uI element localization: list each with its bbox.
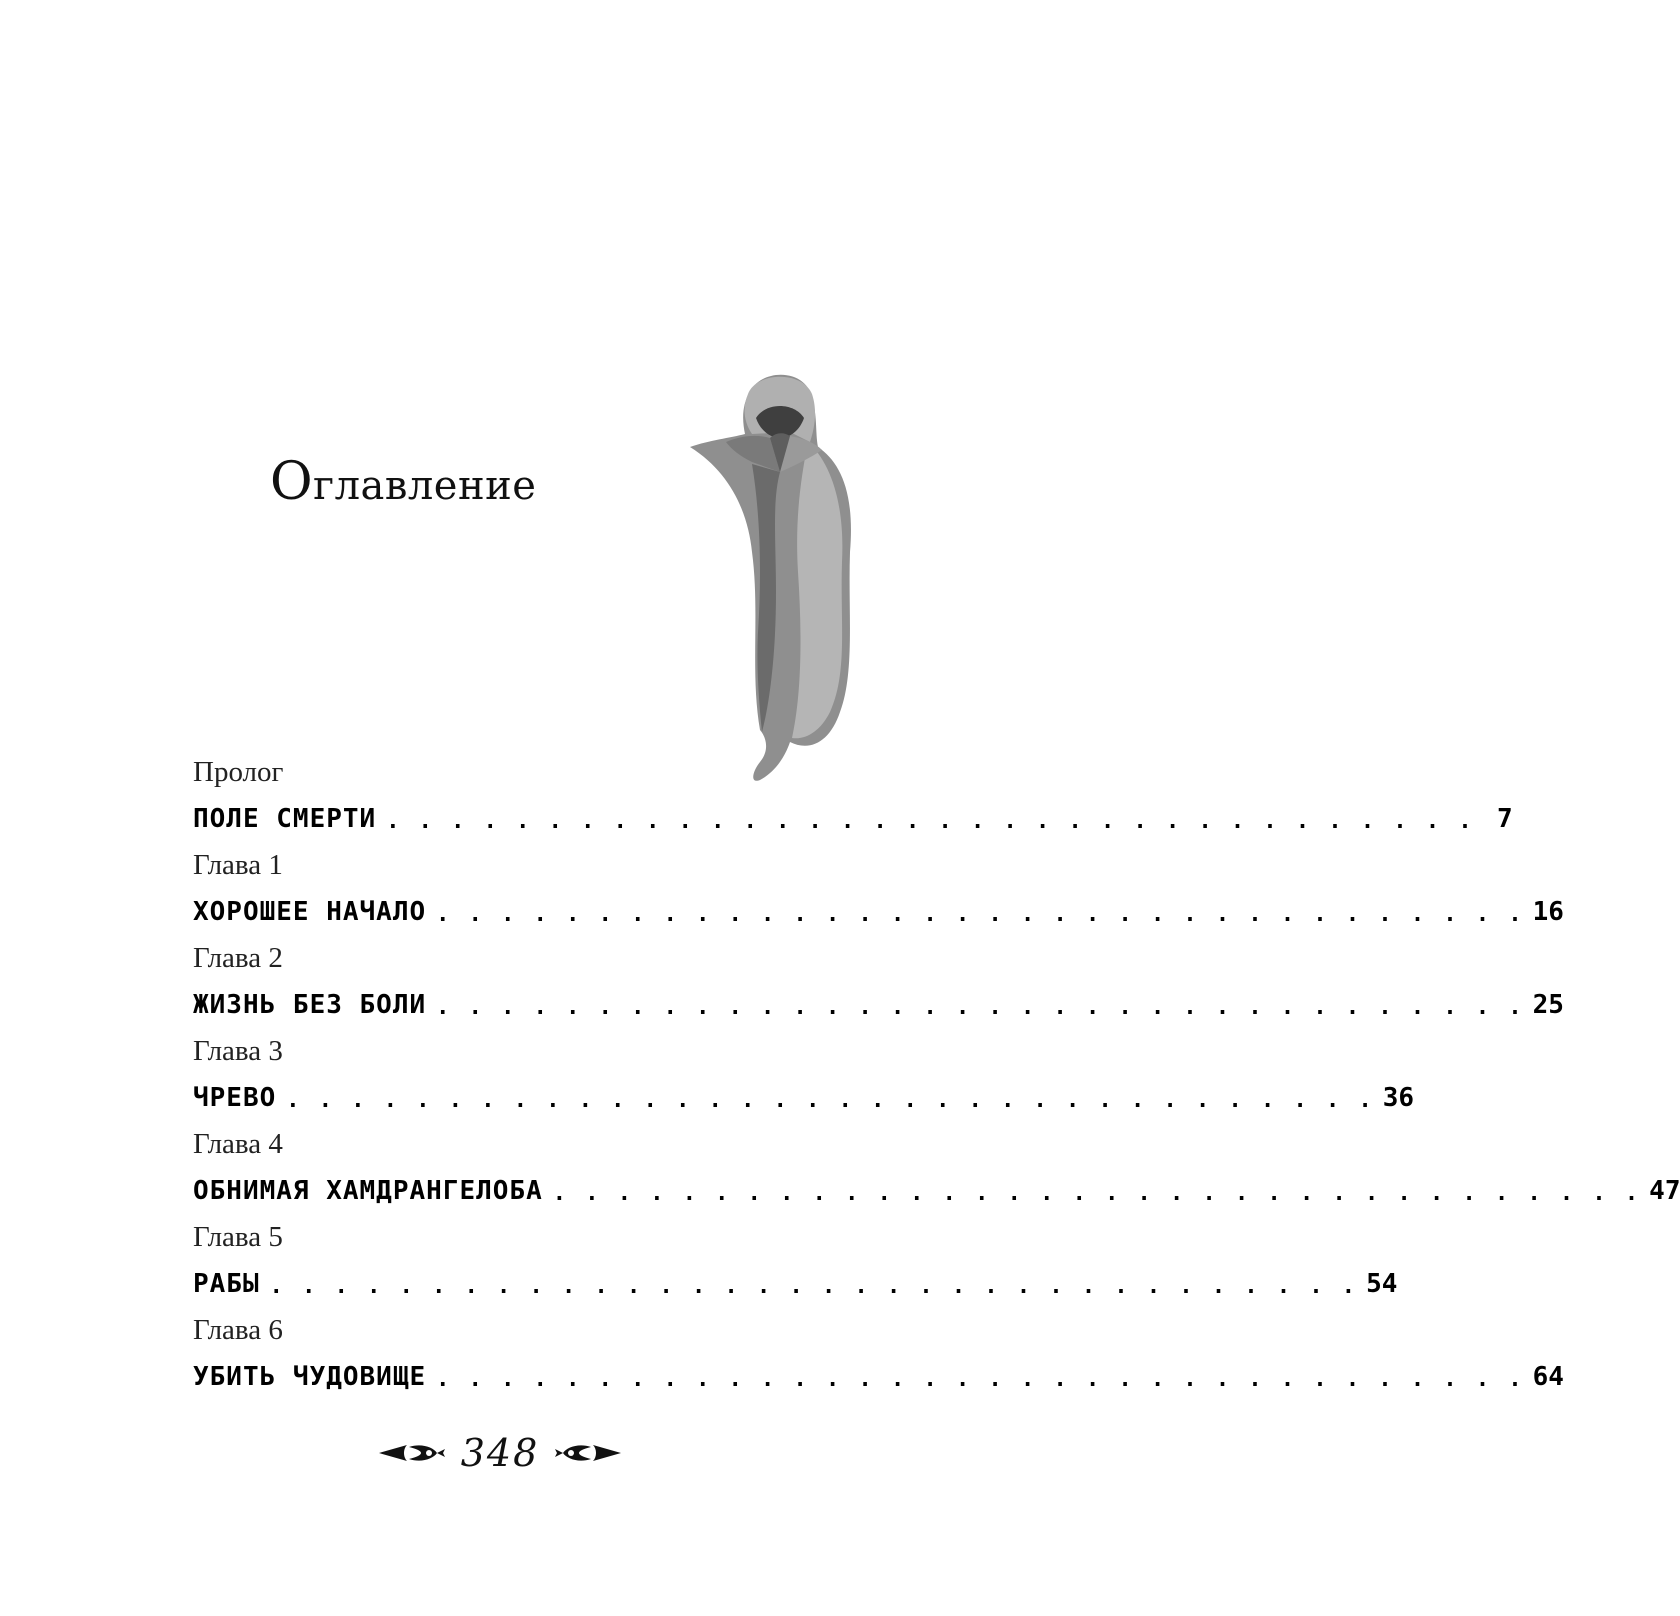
toc-entry[interactable] (193, 756, 1513, 849)
chapter-label: Пролог (193, 756, 284, 788)
toc-entry[interactable] (193, 1128, 1680, 1221)
page-number: 54 (1366, 1269, 1398, 1299)
title-initial: О (270, 452, 314, 512)
toc-entry[interactable] (193, 942, 1564, 1035)
page-number: 36 (1382, 1083, 1415, 1113)
dot-leader: . . . . . . . . . . . . . . . . . . . . . . . . . . . . . . . . . . (269, 1274, 1359, 1299)
page-number: 7 (1496, 804, 1513, 834)
page-number: 47 (1649, 1176, 1680, 1206)
chapter-label: Глава 4 (193, 1128, 283, 1160)
page-number: 64 (1532, 1362, 1564, 1392)
chapter-heading: ХОРОШЕЕ НАЧАЛО (193, 897, 427, 927)
chapter-label: Глава 6 (193, 1314, 283, 1346)
dot-leader: . . . . . . . . . . . . . . . . . . . . . . . . . . . . . . . . . . (436, 1367, 1525, 1392)
chapter-label: Глава 1 (193, 849, 283, 881)
page-number: 16 (1532, 897, 1564, 927)
page-title (270, 452, 536, 512)
dot-leader: . . . . . . . . . . . . . . . . . . . . . . . . . . . . . . . . . . (436, 902, 1525, 927)
dot-leader: . . . . . . . . . . . . . . . . . . . . . . . . . . . . . . . . . . (386, 809, 1475, 834)
chapter-label: Глава 3 (193, 1035, 283, 1067)
page-number: 25 (1532, 990, 1564, 1020)
toc-entry[interactable] (193, 1035, 1415, 1128)
hooded-cloak-figure-icon (690, 372, 880, 812)
chapter-heading: ЧРЕВО (193, 1083, 277, 1113)
page-footer (0, 1428, 1000, 1478)
chapter-label: Глава 5 (193, 1221, 283, 1253)
chapter-heading: ОБНИМАЯ ХАМДРАНГЕЛОБА (193, 1176, 543, 1206)
chapter-heading: УБИТЬ ЧУДОВИЩЕ (193, 1362, 427, 1392)
chapter-heading: ПОЛЕ СМЕРТИ (193, 804, 377, 834)
title-rest: главление (313, 463, 537, 509)
toc-entry[interactable] (193, 1221, 1398, 1314)
ornament-right-icon (553, 1441, 623, 1465)
dot-leader: . . . . . . . . . . . . . . . . . . . . . . . . . . . . . . . . . . (552, 1181, 1642, 1206)
toc-entry[interactable] (193, 849, 1564, 942)
chapter-heading: РАБЫ (193, 1269, 260, 1299)
chapter-label: Глава 2 (193, 942, 283, 974)
ornament-left-icon (377, 1441, 447, 1465)
dot-leader: . . . . . . . . . . . . . . . . . . . . . . . . . . . . . . . . . . (436, 995, 1525, 1020)
page-number-footer: 348 (460, 1431, 540, 1475)
chapter-heading: ЖИЗНЬ БЕЗ БОЛИ (193, 990, 427, 1020)
toc-entry[interactable] (193, 1314, 1564, 1407)
table-of-contents (193, 756, 1680, 1407)
dot-leader: . . . . . . . . . . . . . . . . . . . . . . . . . . . . . . . . . . (286, 1088, 1375, 1113)
